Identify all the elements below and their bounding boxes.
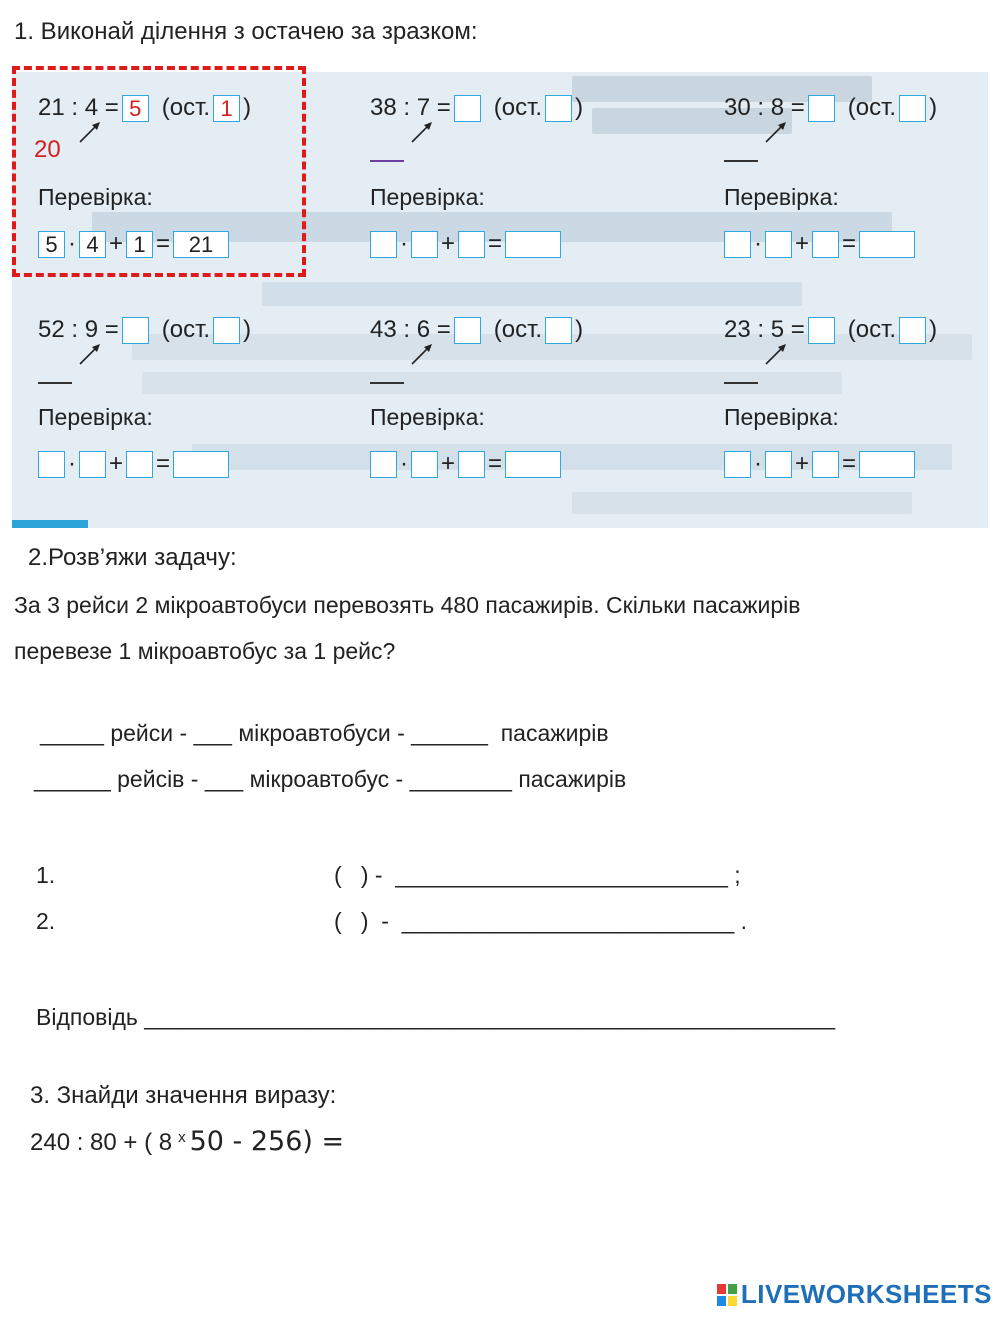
remainder-input-box[interactable] xyxy=(899,317,926,344)
mul-sign: · xyxy=(754,230,762,257)
plus-sign: + xyxy=(109,230,124,257)
arrow-icon xyxy=(410,120,436,144)
sample-remainder-box: 1 xyxy=(213,95,240,122)
plus-sign: + xyxy=(795,230,810,257)
exercise-equation xyxy=(724,316,937,344)
remainder-open-label: (ост. xyxy=(847,94,897,121)
exercise-expression: 23 : 5 = xyxy=(724,316,805,343)
exercise-expression: 52 : 9 = xyxy=(38,316,119,343)
mul-sign: · xyxy=(68,450,76,477)
remainder-input-box[interactable] xyxy=(545,95,572,122)
plus-sign: + xyxy=(795,450,810,477)
check-result-input-box[interactable] xyxy=(859,231,915,258)
check-input-box-b[interactable] xyxy=(765,451,792,478)
check-row xyxy=(370,450,561,478)
quotient-input-box[interactable] xyxy=(454,317,481,344)
equals-sign: = xyxy=(842,450,857,477)
exercise-equation xyxy=(724,94,937,122)
equals-sign: = xyxy=(842,230,857,257)
problem-text-line-2: перевезе 1 мікроавтобус за 1 рейс? xyxy=(14,638,396,664)
check-result-input-box[interactable] xyxy=(859,451,915,478)
arrow-icon xyxy=(78,342,104,366)
check-input-box-a[interactable] xyxy=(370,451,397,478)
sample-quotient-box: 5 xyxy=(122,95,149,122)
remainder-close-label: ) xyxy=(575,316,584,343)
exercise-2 xyxy=(724,94,1000,294)
check-input-box-a[interactable] xyxy=(38,451,65,478)
check-row xyxy=(370,230,561,258)
subtrahend-blank[interactable] xyxy=(370,160,404,162)
check-row xyxy=(38,450,229,478)
subtrahend-blank[interactable] xyxy=(724,160,758,162)
check-input-box-c[interactable] xyxy=(126,451,153,478)
quotient-input-box[interactable] xyxy=(808,95,835,122)
sample-check-box-b: 4 xyxy=(79,231,106,258)
exercise-3 xyxy=(38,316,338,516)
mul-sign: · xyxy=(754,450,762,477)
arrow-icon xyxy=(764,120,790,144)
sample-expression: 21 : 4 = xyxy=(38,94,119,121)
check-input-box-b[interactable] xyxy=(79,451,106,478)
logo-mark-icon xyxy=(717,1284,737,1306)
remainder-open-label: (ост. xyxy=(161,94,211,121)
exercise-expression: 38 : 7 = xyxy=(370,94,451,121)
plus-sign: + xyxy=(441,230,456,257)
remainder-close-label: ) xyxy=(243,94,252,121)
check-label: Перевірка: xyxy=(724,404,839,430)
step-1-number: 1. xyxy=(36,862,56,888)
check-label: Перевірка: xyxy=(370,404,485,430)
equals-sign: = xyxy=(156,230,171,257)
check-label: Перевірка: xyxy=(724,184,839,210)
short-condition-line-2[interactable]: ______ рейсів - ___ мікроавтобус - ________ пасажирів xyxy=(34,766,627,792)
task3-title: 3. Знайди значення виразу: xyxy=(30,1082,337,1109)
check-input-box-c[interactable] xyxy=(812,231,839,258)
remainder-input-box[interactable] xyxy=(899,95,926,122)
remainder-input-box[interactable] xyxy=(213,317,240,344)
liveworksheets-logo xyxy=(717,1279,992,1310)
sample-check-box-c: 1 xyxy=(126,231,153,258)
exercise-equation xyxy=(38,316,251,344)
exercise-equation xyxy=(370,316,583,344)
arrow-icon xyxy=(764,342,790,366)
answer-line[interactable]: Відповідь ______________________________________________________ xyxy=(36,1004,835,1030)
sample-check-box-a: 5 xyxy=(38,231,65,258)
remainder-open-label: (ост. xyxy=(493,94,543,121)
mul-sign: · xyxy=(68,230,76,257)
exercise-4 xyxy=(370,316,670,516)
check-result-input-box[interactable] xyxy=(505,231,561,258)
check-label: Перевірка: xyxy=(370,184,485,210)
expression-row xyxy=(30,1126,344,1157)
check-label: Перевірка: xyxy=(38,184,153,210)
logo-text: LIVEWORKSHEETS xyxy=(740,1279,992,1309)
check-input-box-c[interactable] xyxy=(812,451,839,478)
page-number-tab xyxy=(12,520,88,528)
short-condition-line-1[interactable]: _____ рейси - ___ мікроавтобуси - ______ пасажирів xyxy=(40,720,609,746)
remainder-open-label: (ост. xyxy=(847,316,897,343)
exercise-1 xyxy=(370,94,670,294)
remainder-open-label: (ост. xyxy=(161,316,211,343)
task1-title: 1. Виконай ділення з остачею за зразком: xyxy=(14,18,478,45)
exercise-5 xyxy=(724,316,1000,516)
check-input-box-b[interactable] xyxy=(411,451,438,478)
sample-subtrahend: 20 xyxy=(34,136,61,163)
subtrahend-blank[interactable] xyxy=(370,382,404,384)
expression-part-2[interactable]: 50 - 256) = xyxy=(189,1126,345,1157)
check-input-box-a[interactable] xyxy=(370,231,397,258)
step-1-answer-line[interactable]: ( ) - __________________________ ; xyxy=(334,862,741,888)
remainder-close-label: ) xyxy=(929,94,938,121)
subtrahend-blank[interactable] xyxy=(38,382,72,384)
exercise-expression: 30 : 8 = xyxy=(724,94,805,121)
check-input-box-b[interactable] xyxy=(765,231,792,258)
check-row xyxy=(724,450,915,478)
quotient-input-box[interactable] xyxy=(808,317,835,344)
plus-sign: + xyxy=(109,450,124,477)
quotient-input-box[interactable] xyxy=(454,95,481,122)
expression-part-1: 240 : 80 + ( 8 xyxy=(30,1129,173,1156)
check-input-box-a[interactable] xyxy=(724,451,751,478)
check-input-box-c[interactable] xyxy=(458,231,485,258)
remainder-input-box[interactable] xyxy=(545,317,572,344)
remainder-close-label: ) xyxy=(575,94,584,121)
equals-sign: = xyxy=(488,450,503,477)
check-result-input-box[interactable] xyxy=(505,451,561,478)
remainder-close-label: ) xyxy=(243,316,252,343)
sample-highlight-frame xyxy=(12,66,306,277)
check-input-box-c[interactable] xyxy=(458,451,485,478)
check-label: Перевірка: xyxy=(38,404,153,430)
sample-check-result-box: 21 xyxy=(173,231,229,258)
step-2-number: 2. xyxy=(36,908,56,934)
subtrahend-blank[interactable] xyxy=(724,382,758,384)
quotient-input-box[interactable] xyxy=(122,317,149,344)
plus-sign: + xyxy=(441,450,456,477)
equals-sign: = xyxy=(156,450,171,477)
remainder-open-label: (ост. xyxy=(493,316,543,343)
problem-text-line-1: За 3 рейси 2 мікроавтобуси перевозять 480 пасажирів. Скільки пасажирів xyxy=(14,592,801,618)
check-input-box-b[interactable] xyxy=(411,231,438,258)
mul-sign: · xyxy=(400,450,408,477)
step-2-answer-line[interactable]: ( ) - __________________________ . xyxy=(334,908,748,934)
exercise-expression: 43 : 6 = xyxy=(370,316,451,343)
equals-sign: = xyxy=(488,230,503,257)
remainder-close-label: ) xyxy=(929,316,938,343)
multiply-sign: x xyxy=(178,1129,186,1146)
exercise-equation xyxy=(370,94,583,122)
mul-sign: · xyxy=(400,230,408,257)
check-input-box-a[interactable] xyxy=(724,231,751,258)
check-row xyxy=(724,230,915,258)
arrow-icon xyxy=(410,342,436,366)
task2-title: 2.Розв’яжи задачу: xyxy=(28,544,237,571)
check-result-input-box[interactable] xyxy=(173,451,229,478)
